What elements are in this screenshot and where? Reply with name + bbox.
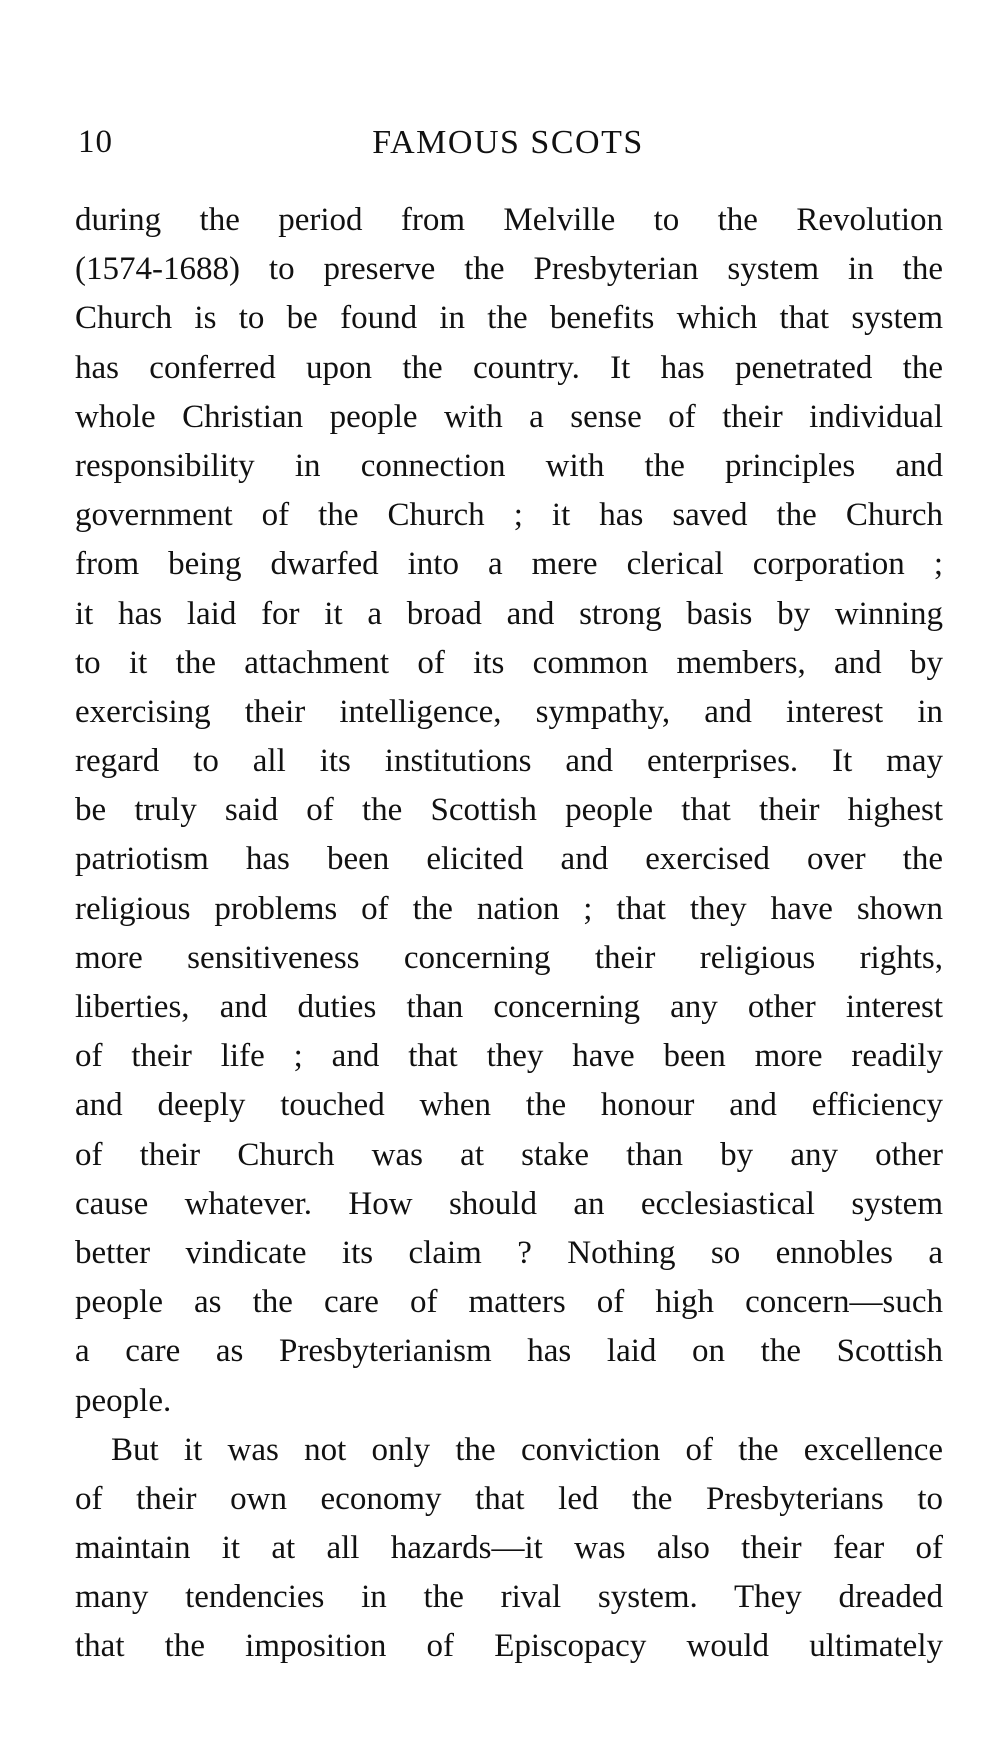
running-head — [78, 124, 938, 164]
text-line: many tendencies in the rival system. They dreaded — [75, 1579, 943, 1616]
text-line: liberties, and duties than concerning any other interest — [75, 989, 943, 1025]
text-line: Church is to be found in the benefits which that system — [75, 300, 943, 337]
text-line: But it was not only the conviction of the excellence — [111, 1431, 943, 1468]
text-line: (1574-1688) to preserve the Presbyterian system in the — [75, 251, 943, 288]
text-line: maintain it at all hazards—it was also their fear of — [75, 1530, 943, 1567]
text-line: of their life ; and that they have been more readily — [75, 1038, 943, 1075]
text-line: responsibility in connection with the principles and — [75, 447, 943, 484]
text-line: and deeply touched when the honour and efficiency — [75, 1087, 943, 1124]
text-line: from being dwarfed into a mere clerical corporation ; — [75, 546, 943, 583]
text-line: people as the care of matters of high concern—such — [75, 1284, 943, 1321]
text-line: be truly said of the Scottish people that their highest — [75, 792, 943, 829]
page-number: 10 — [78, 124, 113, 160]
text-line: cause whatever. How should an ecclesiastical system — [75, 1185, 943, 1222]
text-line: whole Christian people with a sense of their individual — [75, 398, 943, 435]
text-line: more sensitiveness concerning their religious rights, — [75, 939, 943, 976]
text-line: it has laid for it a broad and strong basis by winning — [75, 595, 943, 632]
text-line: patriotism has been elicited and exercised over the — [75, 841, 943, 878]
text-line: during the period from Melville to the Revolution — [75, 202, 943, 238]
text-line: of their Church was at stake than by any other — [75, 1136, 943, 1173]
text-line: people. — [75, 1382, 172, 1419]
text-line: better vindicate its claim ? Nothing so ennobles a — [75, 1234, 943, 1271]
text-line: a care as Presbyterianism has laid on the Scottish — [75, 1333, 943, 1370]
text-line: has conferred upon the country. It has penetrated the — [75, 349, 943, 386]
text-line: that the imposition of Episcopacy would ultimately — [75, 1628, 943, 1665]
text-line: regard to all its institutions and enterprises. It may — [75, 743, 943, 780]
text-line: religious problems of the nation ; that they have shown — [75, 890, 943, 927]
body-text — [75, 196, 943, 1672]
text-line: government of the Church ; it has saved the Church — [75, 497, 943, 534]
paragraph-1 — [75, 196, 943, 1426]
running-title: FAMOUS SCOTS — [372, 124, 644, 161]
text-line: exercising their intelligence, sympathy, and interest in — [75, 693, 943, 730]
text-line: to it the attachment of its common members, and by — [75, 644, 943, 681]
text-line: of their own economy that led the Presbyterians to — [75, 1480, 943, 1517]
paragraph-2 — [75, 1426, 943, 1672]
